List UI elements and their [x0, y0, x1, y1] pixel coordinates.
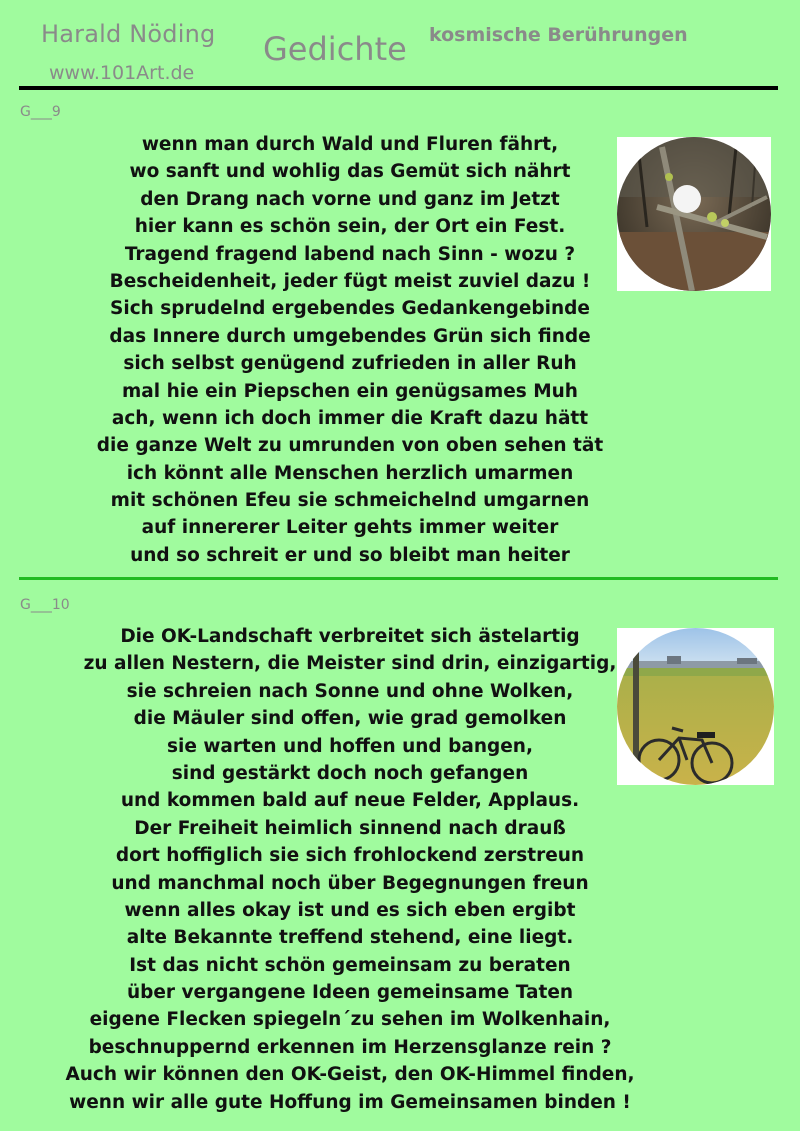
- poem-line: ach, wenn ich doch immer die Kraft dazu hätt: [111, 407, 589, 429]
- poem-line: die Mäuler sind offen, wie grad gemolken: [133, 708, 567, 730]
- poem-line: wenn wir alle gute Hoffung im Gemeinsamen binden !: [69, 1091, 631, 1113]
- poem-line: sie warten und hoffen und bangen,: [167, 735, 533, 757]
- poem-line: eigene Flecken spiegeln´zu sehen im Wolkenhain,: [89, 1009, 611, 1031]
- collection-subtitle: kosmische Berührungen: [429, 24, 688, 46]
- author-name: Harald Nöding: [41, 20, 216, 48]
- poem-line: mit schönen Efeu sie schmeichelnd umgarnen: [110, 490, 590, 512]
- forest-branch-photo: [617, 137, 771, 291]
- poem-line: zu allen Nestern, die Meister sind drin, einzigartig,: [83, 653, 617, 675]
- poem-text: [50, 131, 650, 569]
- poem-line: und manchmal noch über Begegnungen freun: [111, 872, 589, 894]
- poem-line: Der Freiheit heimlich sinnend nach drauß: [134, 817, 566, 839]
- poem-line: sie schreien nach Sonne und ohne Wolken,: [126, 680, 574, 702]
- poem-line: auf innererer Leiter gehts immer weiter: [141, 517, 559, 539]
- poem-line: das Innere durch umgebendes Grün sich finde: [109, 325, 591, 347]
- poem-line: hier kann es schön sein, der Ort ein Fest.: [134, 216, 566, 238]
- poem-line: sich selbst genügend zufrieden in aller Ruh: [123, 353, 577, 375]
- website-link[interactable]: www.101Art.de: [49, 62, 195, 84]
- poem-line: und so schreit er und so bleibt man heiter: [130, 544, 570, 566]
- poem-line: Tragend fragend labend nach Sinn - wozu ?: [124, 243, 576, 265]
- poem-line: mal hie ein Piepschen ein genügsames Muh: [122, 380, 578, 402]
- poem-line: beschnuppernd erkennen im Herzensglanze rein ?: [88, 1036, 612, 1058]
- meadow-bicycle-photo: [617, 628, 774, 785]
- poem-line: dort hoffiglich sie sich frohlockend zerstreun: [115, 845, 585, 867]
- poem-text: [50, 623, 650, 1116]
- poem-line: die ganze Welt zu umrunden von oben sehen tät: [96, 435, 604, 457]
- section-title: Gedichte: [263, 30, 407, 68]
- poem-line: über vergangene Ideen gemeinsame Taten: [126, 982, 574, 1004]
- poem-line: den Drang nach vorne und ganz im Jetzt: [140, 188, 560, 210]
- poem-line: wo sanft und wohlig das Gemüt sich nährt: [129, 161, 571, 183]
- poem-line: sind gestärkt doch noch gefangen: [171, 762, 529, 784]
- poem-line: wenn man durch Wald und Fluren fährt,: [141, 134, 559, 155]
- section-divider: [19, 577, 778, 580]
- poem-line: Auch wir können den OK-Geist, den OK-Himmel finden,: [65, 1064, 635, 1086]
- poem-line: Die OK-Landschaft verbreitet sich ästelartig: [120, 626, 580, 647]
- poem-line: Sich sprudelnd ergebendes Gedankengebinde: [110, 298, 590, 320]
- poem-line: Ist das nicht schön gemeinsam zu beraten: [129, 954, 571, 976]
- poem-id: G___9: [20, 104, 61, 120]
- header-divider: [19, 86, 778, 90]
- poem-line: wenn alles okay ist und es sich eben ergibt: [124, 899, 576, 921]
- poem-line: und kommen bald auf neue Felder, Applaus.: [120, 790, 580, 812]
- poem-line: ich könnt alle Menschen herzlich umarmen: [126, 462, 574, 484]
- poem-line: alte Bekannte treffend stehend, eine liegt.: [126, 927, 574, 949]
- poem-line: Bescheidenheit, jeder fügt meist zuviel dazu !: [109, 270, 591, 292]
- poem-id: G___10: [20, 597, 70, 613]
